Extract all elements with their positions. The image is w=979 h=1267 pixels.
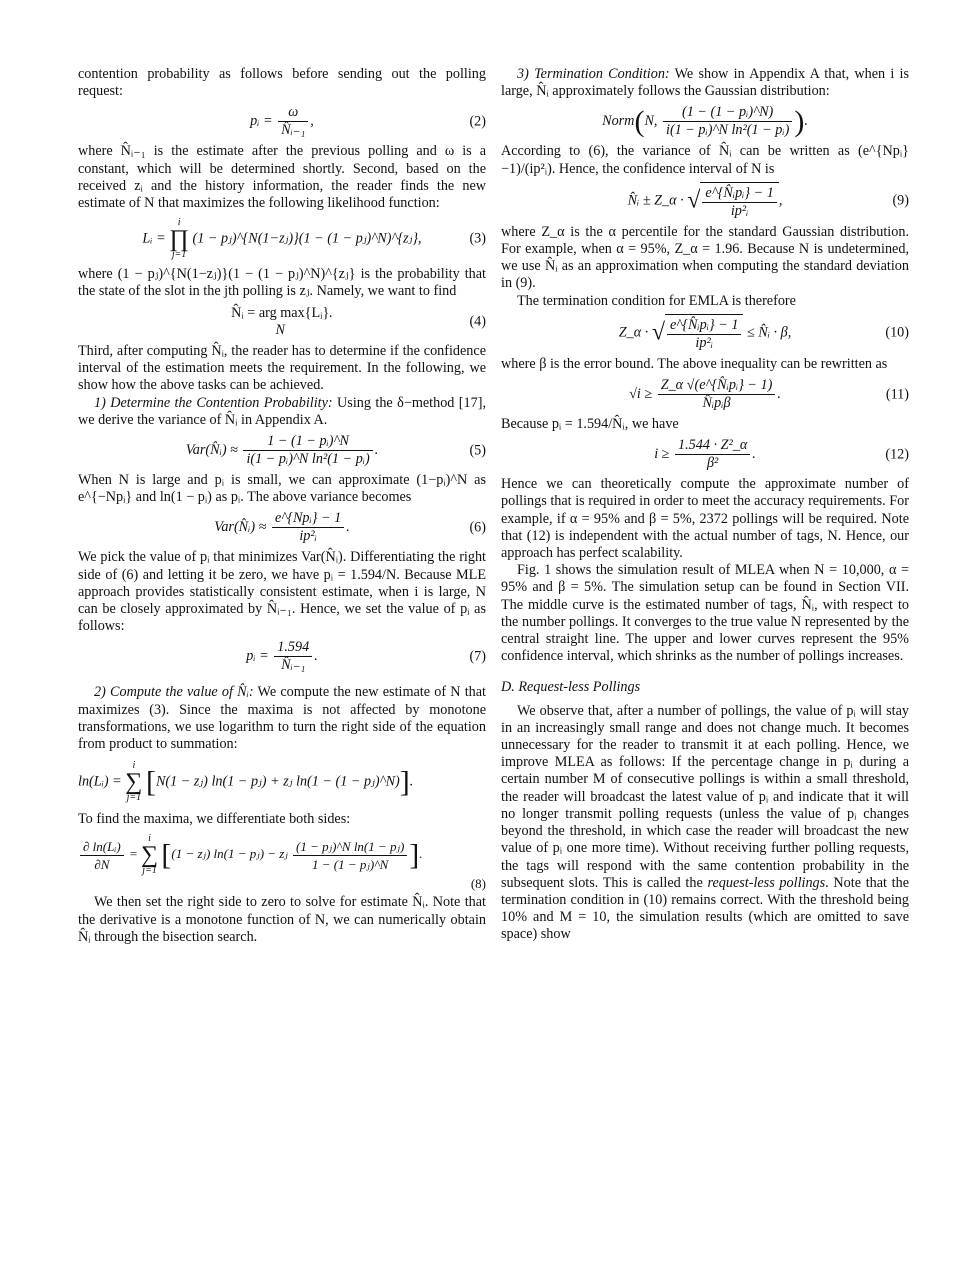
equation-6: Var(N̂ᵢ) ≈ $\frac{\text{e\textasciicircum{}\{Npᵢ\} − 1}}{\text{ip²ᵢ}}$ . (6)	[214, 510, 486, 545]
fraction: $\frac{\text{Z\_α √(e\textasciicircum{}\{N̂ᵢpᵢ\} − 1)}}{\text{N̂ᵢpᵢβ}}$	[658, 377, 776, 412]
equation-number: (11)	[885, 385, 909, 402]
product-operator: i ∏ j=1	[169, 217, 189, 261]
equation-3: Lᵢ = i ∏ j=1 (1 − pⱼ)^{N(1−zⱼ)}(1 − (1 − pⱼ)^N)^{zⱼ}, (3)	[142, 217, 486, 261]
paragraph: contention probability as follows before sending out the polling request:	[78, 66, 486, 100]
equation-number: (4)	[469, 313, 486, 330]
equation-9: N̂ᵢ ± Z_α · √ $\frac{\text{e\textasciicircum{}\{N̂ᵢpᵢ\} − 1}}{\text{ip²ᵢ}}$ , (9)	[501, 182, 909, 220]
fraction: $\frac{\text{(1 − pⱼ)\textasciicircum{}N ln(1 − pⱼ)}}{\text{1 − (1 − pⱼ)\textasciicircum{}N}}$	[293, 838, 407, 873]
fraction: $\frac{\text{1.544 · Z²\_α}}{\text{β²}}$	[675, 437, 750, 472]
equation-number: (3)	[469, 230, 486, 247]
subsection-heading: 2) Compute the value of N̂ᵢ:	[94, 684, 254, 701]
paragraph: Hence we can theoretically compute the approximate number of pollings that is required in order to meet the accuracy requirements. For example, if α = 95% and β = 5%, 2372 pollings will be required. Note that (12) is independent with the actual number of tags, N. Hence, our approach has perfect scalability.	[501, 476, 909, 562]
fraction: $\frac{\text{∂ ln(Lᵢ)}}{\partial N}$	[80, 838, 124, 873]
equation-12: i ≥ $\frac{\text{1.544 · Z²\_α}}{\text{β²}}$ . (12)	[654, 437, 909, 472]
subsection-heading: 1) Determine the Contention Probability:	[94, 394, 333, 411]
paragraph: We then set the right side to zero to solve for estimate N̂ᵢ. Note that the derivative is a monotone function of N, we can numerically obtain N̂ᵢ through the bisection search.	[78, 894, 486, 945]
equation-number: (5)	[469, 441, 486, 458]
equation-number: (9)	[892, 192, 909, 209]
subsection-heading: 3) Termination Condition:	[517, 66, 670, 82]
equation-7: pᵢ = $\frac{1.594}{\text{N̂ᵢ₋₁}}$ . (7)	[246, 639, 486, 674]
square-root: √ $\frac{\text{e\textasciicircum{}\{N̂ᵢpᵢ\} − 1}}{\text{ip²ᵢ}}$	[687, 182, 779, 220]
paragraph: We observe that, after a number of pollings, the value of pᵢ will stay in an increasingly small range and does not change much. It becomes unnecessary for the reader to transmit it at each polling. Hence, we improve MLEA as follows: If the percentage change in pᵢ during a certain number M of consecutive pollings is within a small threshold, the reader will broadcast the latest value of pᵢ and indicate that it will no longer transmit polling requests (unless the value of pᵢ changes beyond the threshold, in which case the reader will broadcast the new value of pᵢ one more time). Without receiving further polling requests, the tags will respond with the same contention probability in the subsequent slots. This is called the request-less pollings. Note that the termination condition in (10) remains correct. With the threshold being 10% and M = 10, the simulation results (which are omitted to save space) show	[501, 702, 910, 943]
equation-5: Var(N̂ᵢ) ≈ $\frac{\text{1 − (1 − pᵢ)\textasciicircum{}N}}{\text{i(1 − pᵢ)\textasciicircum{}N ln²(1 − pᵢ)}}$ . (5)	[185, 433, 486, 468]
equation-10: Z_α · √ $\frac{\text{e\textasciicircum{}\{N̂ᵢpᵢ\} − 1}}{\text{ip²ᵢ}}$ ≤ N̂ᵢ · β, (10)	[501, 314, 909, 352]
fraction: $\frac{\text{1 − (1 − pᵢ)\textasciicircum{}N}}{\text{i(1 − pᵢ)\textasciicircum{}N ln²(1 − pᵢ)}}$	[243, 433, 372, 468]
equation-2: pᵢ = $\frac{\omega}{\text{N̂ᵢ₋₁}}$ , (2)	[250, 104, 486, 139]
fraction: $\frac{\text{(1 − (1 − pᵢ)\textasciicircum{}N)}}{\text{i(1 − pᵢ)\textasciicircum{}N ln²(1 − pᵢ)}}$	[663, 104, 792, 139]
paragraph: where (1 − pⱼ)^{N(1−zⱼ)}(1 − (1 − pⱼ)^N)^{zⱼ} is the probability that the state of the slot in the jth polling is zⱼ. Namely, we want to find	[78, 266, 486, 300]
fraction: $\frac{1.594}{\text{N̂ᵢ₋₁}}$	[274, 639, 312, 674]
equation-number: (8)	[470, 876, 486, 892]
sum-operator: i ∑ j=1	[141, 833, 159, 877]
equation-number: (12)	[885, 446, 909, 463]
paragraph: When N is large and pᵢ is small, we can approximate (1−pᵢ)^N as e^{−Npᵢ} and ln(1 − pᵢ) as pᵢ. The above variance becomes	[78, 472, 486, 506]
right-column	[501, 66, 909, 944]
paragraph: To find the maxima, we differentiate both sides:	[78, 811, 351, 828]
paragraph: where N̂ᵢ₋₁ is the estimate after the previous polling and ω is a constant, which will be determined shortly. Second, based on the received zᵢ and the history information, the reader finds the new estimate of N that maximizes the following likelihood function:	[78, 143, 486, 212]
fraction: $\frac{\text{e\textasciicircum{}\{Npᵢ\} − 1}}{\text{ip²ᵢ}}$	[272, 510, 344, 545]
equation-number: (6)	[469, 519, 486, 536]
paragraph: where β is the error bound. The above inequality can be rewritten as	[501, 355, 888, 372]
left-column	[78, 66, 486, 946]
paragraph: Because pᵢ = 1.594/N̂ᵢ, we have	[501, 416, 679, 433]
paragraph: 3) Termination Condition: We show in Appendix A that, when i is large, N̂ᵢ approximately follows the Gaussian distribution:	[501, 66, 909, 100]
equation-8: $\frac{\text{∂ ln(Lᵢ)}}{\partial N}$ = i ∑ j=1 [(1 − zⱼ) ln(1 − pⱼ) − zⱼ $\frac{\text{(1 − pⱼ)\textasciicircum{}N ln(1 − pⱼ)}}{\text{1 − (1 − pⱼ)\textasciicircum{}N}}$ ]. (8)	[78, 834, 486, 876]
paragraph: Fig. 1 shows the simulation result of MLEA when N = 10,000, α = 95% and β = 5%. The simulation setup can be found in Section VII. The middle curve is the estimated number of tags, N̂ᵢ, with respect to the number pollings. It converges to the true value N represented by the central straight line. The upper and lower curves represent the 95% confidence interval, which shrinks as the number of pollings increases.	[501, 562, 909, 665]
fraction: $\frac{\omega}{\text{N̂ᵢ₋₁}}$	[278, 104, 308, 139]
paragraph: 2) Compute the value of N̂ᵢ: We compute the new estimate of N that maximizes (3). Since the maxima is not affected by monotone transformations, we use logarithm to turn the right side of the equation from product to summation:	[78, 684, 486, 753]
paragraph: The termination condition for EMLA is therefore	[517, 292, 796, 309]
paragraph: Third, after computing N̂ᵢ, the reader has to determine if the confidence interval of the estimation meets the requirement. In the following, we show how the above tasks can be achieved.	[78, 343, 486, 394]
paragraph: We pick the value of pᵢ that minimizes Var(N̂ᵢ). Differentiating the right side of (6) and letting it be zero, we have pᵢ = 1.594/N. Because MLE approach provides statistically consistent estimate, when i is large, N can be closely approximated by N̂ᵢ₋₁. Hence, we set the value of pᵢ as follows:	[78, 549, 486, 635]
fraction: $\frac{\text{e\textasciicircum{}\{N̂ᵢpᵢ\} − 1}}{\text{ip²ᵢ}}$	[702, 185, 776, 220]
equation-11: √i ≥ $\frac{\text{Z\_α √(e\textasciicircum{}\{N̂ᵢpᵢ\} − 1)}}{\text{N̂ᵢpᵢβ}}$ . (11)	[629, 377, 909, 412]
equation-4: N̂ᵢ = arg max{Lᵢ} N . (4)	[231, 304, 486, 338]
equation-gaussian: Norm(N, $\frac{\text{(1 − (1 − pᵢ)\textasciicircum{}N)}}{\text{i(1 − pᵢ)\textasciicircum{}N ln²(1 − pᵢ)}}$ ).	[602, 104, 808, 139]
square-root: √ $\frac{\text{e\textasciicircum{}\{N̂ᵢpᵢ\} − 1}}{\text{ip²ᵢ}}$	[652, 314, 744, 352]
equation-number: (7)	[469, 648, 486, 665]
paragraph: According to (6), the variance of N̂ᵢ can be written as (e^{Npᵢ}−1)/(ip²ᵢ). Hence, the confidence interval of N is	[501, 143, 909, 177]
paragraph: 1) Determine the Contention Probability: Using the δ−method [17], we derive the variance of N̂ᵢ in Appendix A.	[78, 394, 486, 428]
equation-number: (10)	[885, 324, 909, 341]
section-heading: D. Request-less Pollings	[501, 679, 641, 696]
sum-operator: i ∑ j=1	[125, 760, 143, 804]
equation-log-likelihood: ln(Lᵢ) = i ∑ j=1 [N(1 − zⱼ) ln(1 − pⱼ) + zⱼ ln(1 − (1 − pⱼ)^N)].	[78, 760, 414, 804]
fraction: $\frac{\text{e\textasciicircum{}\{N̂ᵢpᵢ\} − 1}}{\text{ip²ᵢ}}$	[667, 317, 741, 352]
paragraph: where Z_α is the α percentile for the standard Gaussian distribution. For example, when α = 95%, Z_α = 1.96. Because N is undetermined, we use N̂ᵢ as an approximation when computing the standard deviation in (9).	[501, 223, 909, 292]
equation-number: (2)	[469, 113, 486, 130]
